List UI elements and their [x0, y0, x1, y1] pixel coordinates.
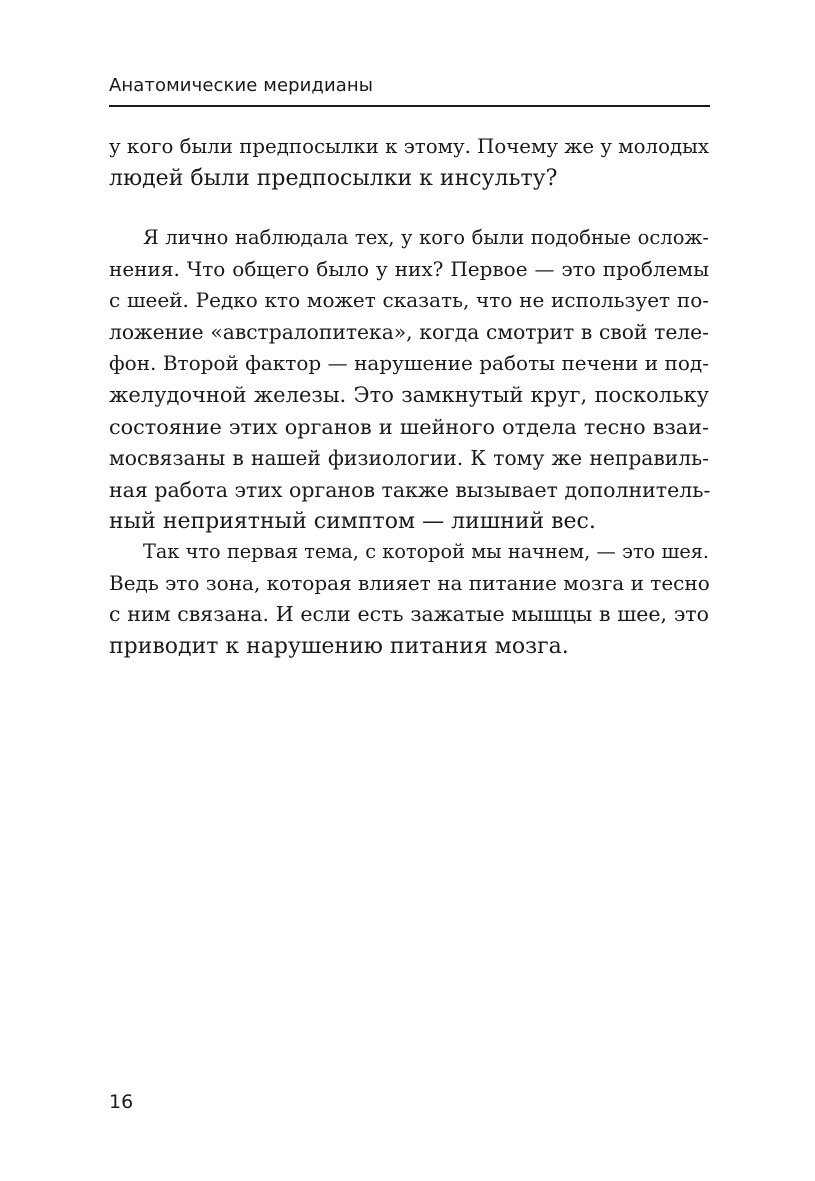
text-line: Так что первая тема, с которой мы начнем, — это шея. — [143, 540, 709, 563]
paragraph-continuation — [109, 131, 709, 194]
page-number: 16 — [109, 1091, 134, 1113]
paragraph-complications — [109, 222, 709, 538]
text-line: людей были предпосылки к инсульту? — [109, 165, 558, 191]
text-line: приводит к нарушению питания мозга. — [109, 633, 569, 659]
paragraph-neck — [109, 536, 709, 662]
text-line: состояние этих органов и шейного отдела тесно взаи- — [109, 414, 709, 439]
header-rule — [109, 105, 710, 107]
text-line: у кого были предпосылки к этому. Почему же у молодых — [109, 135, 709, 158]
text-line: желудочной железы. Это замкнутый круг, поскольку — [109, 382, 709, 407]
text-line: Я лично наблюдала тех, у кого были подобные ослож- — [143, 226, 709, 249]
text-line: с шеей. Редко кто может сказать, что не использует по- — [109, 288, 709, 313]
text-line: нения. Что общего было у них? Первое — это проблемы — [109, 256, 709, 281]
text-line: фон. Второй фактор — нарушение работы печени и под- — [109, 351, 709, 376]
text-line: ная работа этих органов также вызывает дополнитель- — [109, 477, 711, 502]
text-line: с ним связана. И если есть зажатые мышцы в шее, это — [109, 602, 709, 627]
text-line: мосвязаны в нашей физиологии. К тому же неправиль- — [109, 446, 709, 471]
text-line: ный неприятный симптом — лишний вес. — [109, 509, 596, 535]
running-head-title: Анатомические меридианы — [109, 75, 374, 96]
text-line: ложение «австралопитека», когда смотрит в свой теле- — [109, 319, 709, 344]
text-line: Ведь это зона, которая влияет на питание мозга и тесно — [109, 570, 710, 595]
